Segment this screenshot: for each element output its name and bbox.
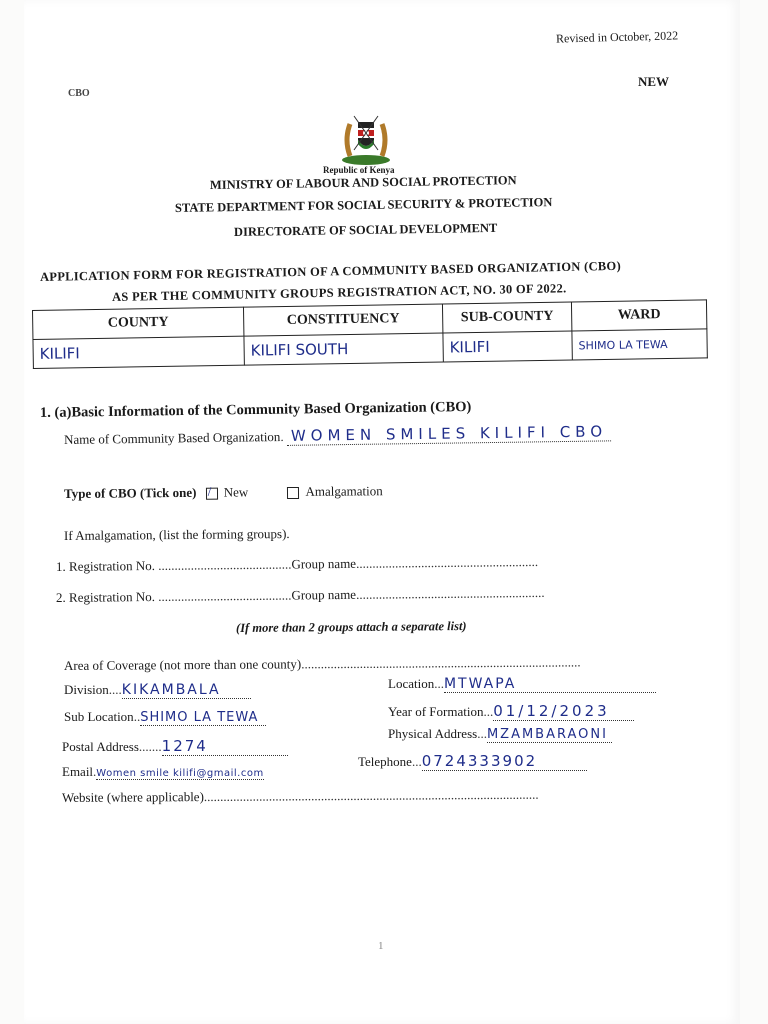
division-label: Division [64,682,109,697]
ward-header: WARD [571,300,706,331]
coverage-label: Area of Coverage (not more than one county) [63,656,302,673]
sub-location-label: Sub Location [64,709,134,724]
cbo-name-value[interactable]: WOMEN SMILES KILIFI CBO [287,422,611,446]
cbo-name-label: Name of Community Based Organization [63,428,281,447]
registration-2-field[interactable]: ......................................... [158,587,292,604]
cbo-type-label: Type of CBO (Tick one) [63,484,197,501]
email-row: Email.Women smile kilifi@gmail.com [62,764,264,779]
website-label: Website (where applicable) [61,789,204,805]
telephone-label: Telephone [358,754,412,769]
group-name-2-field[interactable]: .......................................................... [355,584,545,602]
section-heading: 1. (a)Basic Information of the Community Based Organization (CBO) [39,398,472,421]
location-label: Location [388,676,435,691]
telephone-row: Telephone...0724333902 [358,752,587,770]
physical-row: Physical Address...MZAMBARAONI [388,726,612,742]
type-amalgamation-checkbox[interactable] [287,487,299,499]
county-value[interactable]: KILIFI [33,336,244,368]
ministry-title: MINISTRY OF LABOUR AND SOCIAL PROTECTION [209,173,517,192]
registration-1-label: 1. Registration No. [55,557,156,574]
group-name-1-field[interactable]: ........................................................ [355,553,539,571]
amalgamation-note: If Amalgamation, (list the forming groups). [63,526,290,543]
state-department-title: STATE DEPARTMENT FOR SOCIAL SECURITY & PROTECTION [174,195,553,215]
group-name-1-label: Group name [291,555,357,572]
constituency-header: CONSTITUENCY [243,304,442,336]
sub-county-header: SUB-COUNTY [442,302,571,333]
type-amalgamation-label: Amalgamation [305,483,383,499]
year-row: Year of Formation...01/12/2023 [388,702,634,720]
cbo-name-row: Name of Community Based Organization. WOMEN SMILES KILIFI CBO [64,422,611,448]
division-value[interactable]: KIKAMBALA [122,682,251,699]
constituency-value[interactable]: KILIFI SOUTH [244,333,443,365]
year-value[interactable]: 01/12/2023 [493,702,633,721]
website-field[interactable]: ....................................................................................................... [203,786,539,805]
page-number: 1 [378,940,384,952]
cbo-label: CBO [68,88,90,99]
type-new-checkbox[interactable] [206,488,218,500]
telephone-value[interactable]: 0724333902 [422,752,587,771]
form-title-line-1: APPLICATION FORM FOR REGISTRATION OF A COMMUNITY BASED ORGANIZATION (CBO) [39,258,622,284]
location-value[interactable]: MTWAPA [444,676,656,693]
sub-location-value[interactable]: SHIMO LA TEWA [140,710,266,726]
coverage-field[interactable]: ...................................................................................... [301,654,581,672]
postal-value[interactable]: 1274 [162,737,288,756]
more-groups-note: (If more than 2 groups attach a separate list) [235,618,467,635]
republic-label: Republic of Kenya [323,165,395,175]
location-row: Location...MTWAPA [388,676,656,692]
type-new-label: New [223,484,249,500]
postal-row: Postal Address.......1274 [62,737,288,755]
sub-location-row: Sub Location..SHIMO LA TEWA [64,709,266,725]
website-row [62,787,539,806]
new-label: NEW [638,74,670,89]
year-label: Year of Formation [388,704,484,719]
group-name-2-label: Group name [291,586,357,603]
form-title-line-2: AS PER THE COMMUNITY GROUPS REGISTRATION ACT, NO. 30 OF 2022. [111,281,567,304]
coat-of-arms-icon [336,110,396,166]
sub-county-value[interactable]: KILIFI [443,331,572,362]
registration-1-field[interactable]: ......................................... [158,556,292,573]
email-label: Email [62,764,94,779]
cbo-type-row [64,483,383,502]
registration-2-label: 2. Registration No. [55,588,156,605]
administrative-area-table [32,299,708,369]
directorate-title: DIRECTORATE OF SOCIAL DEVELOPMENT [233,220,498,239]
physical-label: Physical Address [388,726,478,741]
revised-date: Revised in October, 2022 [555,28,679,46]
ward-value[interactable]: SHIMO LA TEWA [572,329,707,360]
division-row: Division....KIKAMBALA [64,682,251,698]
physical-value[interactable]: MZAMBARAONI [487,727,612,743]
county-header: COUNTY [33,307,244,339]
email-value[interactable]: Women smile kilifi@gmail.com [96,768,264,779]
postal-label: Postal Address [62,739,139,754]
